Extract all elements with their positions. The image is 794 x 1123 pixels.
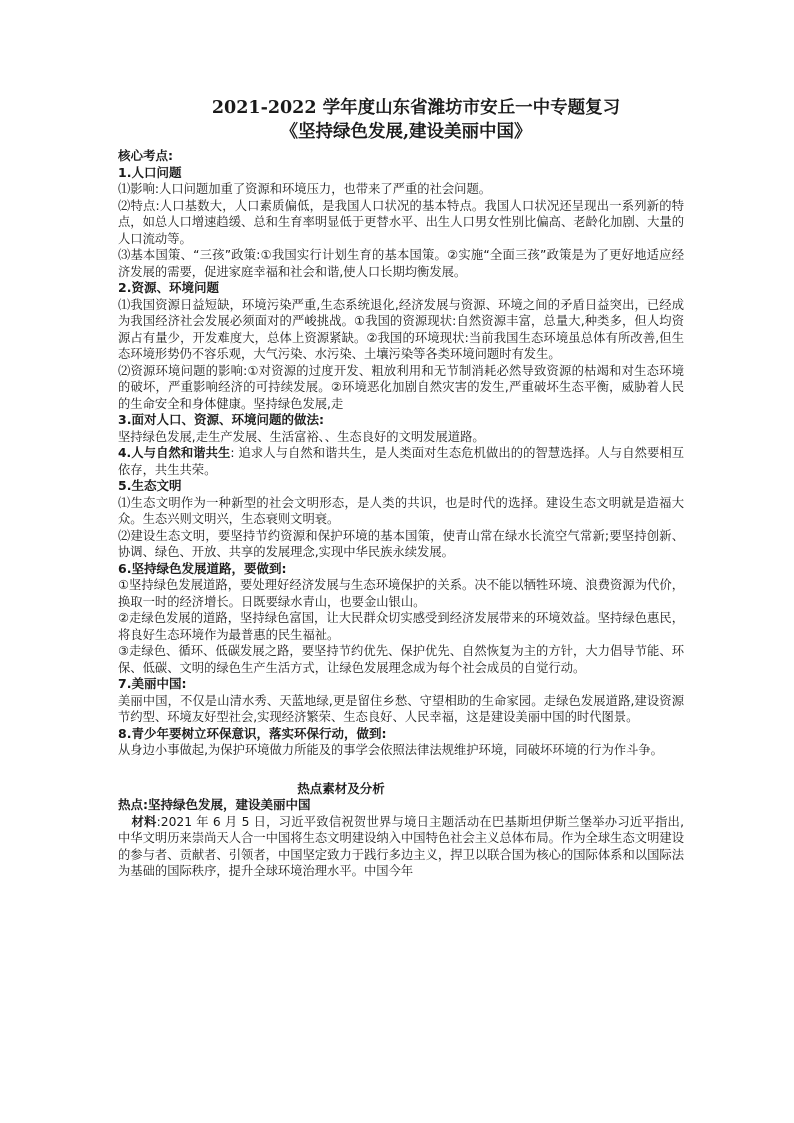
section-1-paragraph-3: ⑶基本国策、“三孩”政策:①我国实行计划生育的基本国策。②实施“全面三孩”政策是为了更好地适应经济发展的需要，促进家庭幸福和社会和谐,使人口长期均衡发展。: [118, 248, 684, 279]
document-title-line2: 《坚持绿色发展,建设美丽中国》: [280, 122, 532, 142]
section-4-paragraph: [118, 445, 684, 478]
core-points-label: 核心考点:: [118, 148, 173, 163]
document-title-line1: 2021-2022 学年度山东省潍坊市安丘一中专题复习: [211, 98, 621, 118]
material-label: 材料: [131, 814, 157, 829]
section-8-heading: 8.青少年要树立环保意识，落实环保行动，做到:: [118, 725, 387, 741]
section-2-heading: 2.资源、环境问题: [118, 280, 219, 295]
section-6-paragraph-2: ②走绿色发展的道路，坚持绿色富国，让大民群众切实感受到经济发展带来的环境效益。坚持绿色惠民，将良好生态环境作为最普惠的民生福祉。: [118, 611, 684, 642]
section-7-paragraph-1: 美丽中国，不仅是山清水秀、天蓝地绿,更是留住乡愁、守望相助的生命家园。走绿色发展道路,建设资源节约型、环境友好型社会,实现经济繁荣、生态良好、人民幸福，这是建设美丽中国的时代图景。: [118, 693, 684, 724]
hot-section-material: [118, 814, 684, 880]
material-text: :2021 年 6 月 5 日，习近平致信祝贺世界与境日主题活动在巴基斯坦伊斯兰堡举办习近平指出,中华文明历来崇尚天人合一中国将生态文明建设纳入中国特色社会主义总体布局。作为全球生态文明建设的参与者、贡献者、引领者，中国坚定致力于践行多边主义，捍卫以联合国为核心的国际体系和以国际法为基础的国际秩序，提升全球环境治理水平。中国今年: [118, 814, 684, 878]
hot-section-topic: 热点:坚持绿色发展，建设美丽中国: [118, 797, 311, 812]
document-page: [118, 96, 684, 880]
section-1-paragraph-2: ⑵特点:人口基数大，人口素质偏低，是我国人口状况的基本特点。我国人口状况还呈现出一系列新的特点，如总人口增速趋缓、总和生育率明显低于更替水平、出生人口男女性别比偏高、老龄化加剧、大量的人口流动等。: [118, 198, 684, 246]
section-6-heading: 6.坚持绿色发展道路，要做到:: [118, 560, 287, 576]
section-8-paragraph-1: 从身边小事做起,为保护环境做力所能及的事学会依照法律法规维护环境，同破坏环境的行为作斗争。: [118, 743, 663, 757]
section-5-heading: 5.生态文明: [118, 478, 182, 493]
section-3-heading: 3.面对人口、资源、环境问题的做法:: [118, 412, 324, 427]
section-5-paragraph-1: ⑴生态文明作为一种新型的社会文明形态，是人类的共识，也是时代的选择。建设生态文明就是造福大众。生态兴则文明兴，生态衰则文明衰。: [118, 495, 684, 526]
section-1-paragraph-1: ⑴影响:人口问题加重了资源和环境压力，也带来了严重的社会问题。: [118, 182, 492, 196]
section-2-paragraph-2: ⑵资源环境问题的影响:①对资源的过度开发、粗放利用和无节制消耗必然导致资源的枯竭和对生态环境的破坏，严重影响经济的可持续发展。②环境恶化加剧自然灾害的发生,严重破坏生态平衡，威胁着人民的生命安全和身体健康。坚持绿色发展,走: [118, 363, 684, 411]
section-3-paragraph-1: 坚持绿色发展,走生产发展、生活富裕、、生态良好的文明发展道路。: [118, 429, 485, 444]
section-1-heading: 1.人口问题: [118, 164, 182, 180]
section-2-paragraph-1: ⑴我国资源日益短缺，环境污染严重,生态系统退化,经济发展与资源、环境之间的矛盾日益突出，已经成为我国经济社会发展必须面对的严峻挑战。①我国的资源现状:自然资源丰富，总量大,种类多，但人均资源占有量少，开发难度大，总体上资源紧缺。②我国的环境现状:当前我国生态环境虽总体有所改善,但生态环境形势仍不容乐观，大气污染、水污染、土壤污染等各类环境问题时有发生。: [118, 297, 684, 361]
section-5-paragraph-2: ⑵建设生态文明，要坚持节约资源和保护环境的基本国策，使青山常在绿水长流空气常新;要坚持创新、协调、绿色、开放、共享的发展理念,实现中华民族永续发展。: [118, 528, 684, 559]
section-6-paragraph-1: ①坚持绿色发展道路，要处理好经济发展与生态环境保护的关系。决不能以牺牲环境、浪费资源为代价，换取一时的经济增长。日既要绿水青山，也要金山银山。: [118, 578, 684, 609]
section-7-heading: 7.美丽中国:: [118, 676, 187, 691]
section-4-heading: 4.人与自然和谐共生: [118, 446, 231, 460]
section-6-paragraph-3: ③走绿色、循环、低碳发展之路，要坚持节约优先、保护优先、自然恢复为主的方针，大力倡导节能、环保、低碳、文明的绿色生产生活方式，让绿色发展理念成为每个社会成员的自觉行动。: [118, 644, 684, 675]
section-4-text: : 追求人与自然和谐共生，是人类面对生态危机做出的的智慧选择。人与自然要相互依存，共生共荣。: [118, 446, 684, 477]
hot-section-title: 热点素材及分析: [297, 780, 385, 796]
